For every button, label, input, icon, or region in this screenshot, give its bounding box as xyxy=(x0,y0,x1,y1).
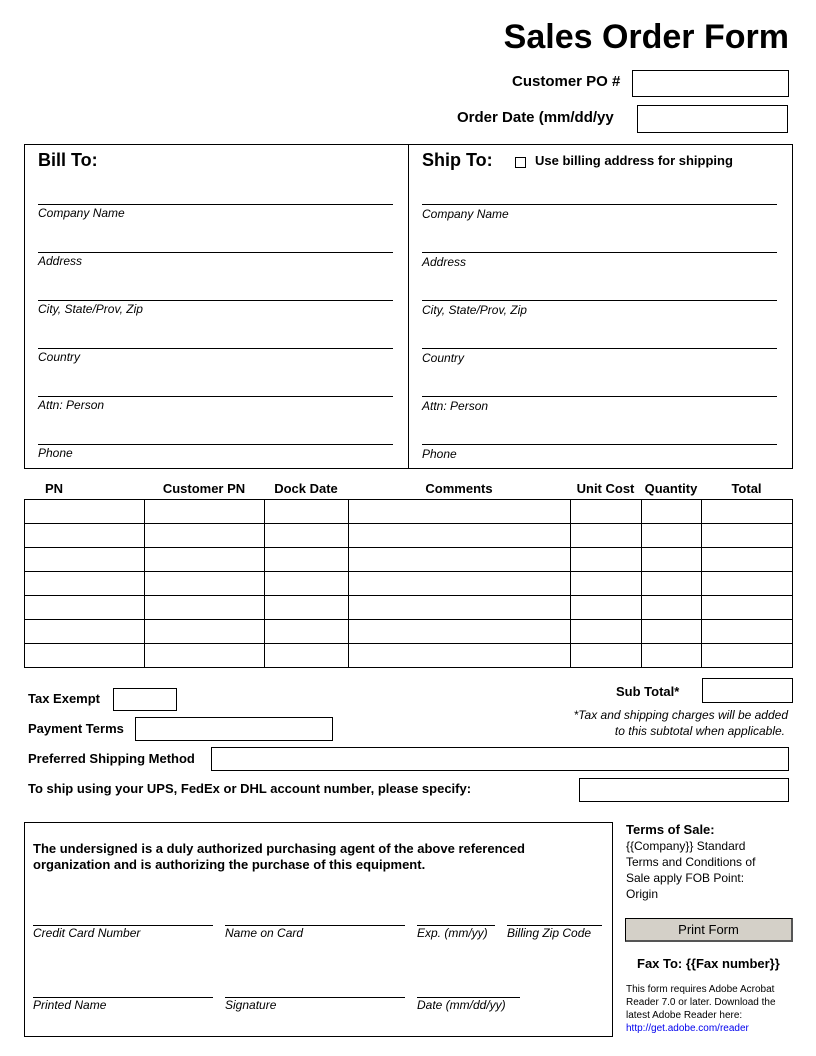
cell-quantity[interactable] xyxy=(642,500,702,524)
col-header-unit-cost: Unit Cost xyxy=(576,481,635,496)
preferred-shipping-label: Preferred Shipping Method xyxy=(28,751,195,766)
cell-pn[interactable] xyxy=(25,524,145,548)
ship-city-line[interactable] xyxy=(422,300,777,301)
col-header-customer-pn: Customer PN xyxy=(162,481,246,496)
cell-pn[interactable] xyxy=(25,644,145,668)
col-header-comments: Comments xyxy=(425,481,493,496)
cell-total[interactable] xyxy=(702,620,793,644)
bill-to-title: Bill To: xyxy=(38,150,98,170)
cell-dock-date[interactable] xyxy=(265,644,349,668)
signature-label: Signature xyxy=(225,998,277,1012)
cell-unit-cost[interactable] xyxy=(571,524,642,548)
cell-quantity[interactable] xyxy=(642,620,702,644)
bill-city-line[interactable] xyxy=(38,300,393,301)
acrobat-note-line: This form requires Adobe Acrobat xyxy=(626,984,775,995)
cell-customer-pn[interactable] xyxy=(145,500,265,524)
bill-address-label: Address xyxy=(38,254,83,268)
exp-label: Exp. (mm/yy) xyxy=(417,926,488,940)
cell-unit-cost[interactable] xyxy=(571,548,642,572)
table-row xyxy=(25,644,793,668)
ship-address-label: Address xyxy=(422,255,467,269)
terms-body xyxy=(626,838,755,902)
page-title: Sales Order Form xyxy=(503,18,789,56)
ship-phone-line[interactable] xyxy=(422,444,777,445)
tax-exempt-label: Tax Exempt xyxy=(28,691,101,706)
subtotal-label: Sub Total* xyxy=(616,684,680,699)
terms-line: {{Company}} Standard xyxy=(626,839,746,853)
col-header-quantity: Quantity xyxy=(644,481,698,496)
table-row xyxy=(25,620,793,644)
cell-pn[interactable] xyxy=(25,500,145,524)
cell-unit-cost[interactable] xyxy=(571,500,642,524)
ship-country-label: Country xyxy=(422,351,465,365)
use-billing-label: Use billing address for shipping xyxy=(535,153,733,168)
cell-dock-date[interactable] xyxy=(265,548,349,572)
acrobat-note-line: Reader 7.0 or later. Download the xyxy=(626,997,776,1008)
table-row xyxy=(25,524,793,548)
order-date-label: Order Date (mm/dd/yy xyxy=(457,109,614,126)
cell-comments[interactable] xyxy=(349,596,571,620)
cell-unit-cost[interactable] xyxy=(571,620,642,644)
bill-attn-line[interactable] xyxy=(38,396,393,397)
cell-comments[interactable] xyxy=(349,620,571,644)
cell-dock-date[interactable] xyxy=(265,620,349,644)
print-form-button[interactable]: Print Form xyxy=(625,918,793,942)
ship-company-label: Company Name xyxy=(422,207,509,221)
cell-customer-pn[interactable] xyxy=(145,596,265,620)
bill-country-label: Country xyxy=(38,350,81,364)
bill-country-line[interactable] xyxy=(38,348,393,349)
cell-pn[interactable] xyxy=(25,548,145,572)
customer-po-input[interactable] xyxy=(632,70,789,97)
table-row xyxy=(25,548,793,572)
table-row xyxy=(25,500,793,524)
cell-quantity[interactable] xyxy=(642,524,702,548)
bill-city-label: City, State/Prov, Zip xyxy=(38,302,143,316)
bill-phone-label: Phone xyxy=(38,446,73,460)
cell-pn[interactable] xyxy=(25,572,145,596)
cell-quantity[interactable] xyxy=(642,548,702,572)
cell-total[interactable] xyxy=(702,548,793,572)
customer-po-label: Customer PO # xyxy=(512,73,621,90)
cell-quantity[interactable] xyxy=(642,572,702,596)
col-header-pn: PN xyxy=(44,481,64,496)
agent-statement-1: The undersigned is a duly authorized purchasing agent of the above referenced xyxy=(33,841,525,856)
cell-customer-pn[interactable] xyxy=(145,524,265,548)
payment-terms-input[interactable] xyxy=(135,717,333,741)
line-items-table xyxy=(24,499,793,668)
cell-total[interactable] xyxy=(702,524,793,548)
agent-statement-2: organization and is authorizing the purchase of this equipment. xyxy=(33,857,426,872)
ship-address-line[interactable] xyxy=(422,252,777,253)
ship-phone-label: Phone xyxy=(422,447,457,461)
date-label: Date (mm/dd/yy) xyxy=(417,998,506,1012)
credit-card-label: Credit Card Number xyxy=(33,926,141,940)
cell-customer-pn[interactable] xyxy=(145,548,265,572)
table-row xyxy=(25,572,793,596)
ship-attn-line[interactable] xyxy=(422,396,777,397)
bill-company-label: Company Name xyxy=(38,206,125,220)
cell-unit-cost[interactable] xyxy=(571,596,642,620)
cell-comments[interactable] xyxy=(349,644,571,668)
cell-customer-pn[interactable] xyxy=(145,620,265,644)
cell-total[interactable] xyxy=(702,596,793,620)
cell-dock-date[interactable] xyxy=(265,524,349,548)
cell-quantity[interactable] xyxy=(642,644,702,668)
bill-company-line[interactable] xyxy=(38,204,393,205)
terms-title: Terms of Sale: xyxy=(626,822,715,837)
payment-terms-label: Payment Terms xyxy=(28,721,124,736)
cell-total[interactable] xyxy=(702,572,793,596)
bill-address-line[interactable] xyxy=(38,252,393,253)
cell-pn[interactable] xyxy=(25,596,145,620)
col-header-dock-date: Dock Date xyxy=(274,481,338,496)
subtotal-note-2: to this subtotal when applicable. xyxy=(614,724,785,738)
cell-comments[interactable] xyxy=(349,524,571,548)
tax-exempt-input[interactable] xyxy=(113,688,177,711)
ship-city-label: City, State/Prov, Zip xyxy=(422,303,527,317)
ship-to-title: Ship To: xyxy=(422,150,493,170)
cell-quantity[interactable] xyxy=(642,596,702,620)
cell-pn[interactable] xyxy=(25,620,145,644)
ship-company-line[interactable] xyxy=(422,204,777,205)
address-divider xyxy=(408,144,409,469)
account-number-input[interactable] xyxy=(579,778,789,802)
cell-customer-pn[interactable] xyxy=(145,572,265,596)
order-date-input[interactable] xyxy=(637,105,788,133)
terms-line: Sale apply FOB Point: xyxy=(626,871,745,885)
cell-dock-date[interactable] xyxy=(265,596,349,620)
col-header-total: Total xyxy=(731,481,762,496)
ship-attn-label: Attn: Person xyxy=(422,399,489,413)
cell-comments[interactable] xyxy=(349,548,571,572)
terms-line: Origin xyxy=(626,887,659,901)
cell-unit-cost[interactable] xyxy=(571,644,642,668)
bill-phone-line[interactable] xyxy=(38,444,393,445)
acrobat-note xyxy=(626,983,776,1035)
table-row xyxy=(25,596,793,620)
subtotal-note-1: *Tax and shipping charges will be added xyxy=(573,708,788,722)
preferred-shipping-input[interactable] xyxy=(211,747,789,771)
name-on-card-label: Name on Card xyxy=(225,926,304,940)
acrobat-note-line: latest Adobe Reader here: xyxy=(626,1010,743,1021)
billing-zip-label: Billing Zip Code xyxy=(507,926,592,940)
terms-line: Terms and Conditions of xyxy=(626,855,756,869)
cell-dock-date[interactable] xyxy=(265,500,349,524)
use-billing-checkbox[interactable] xyxy=(515,157,526,168)
printed-name-label: Printed Name xyxy=(33,998,107,1012)
cell-comments[interactable] xyxy=(349,500,571,524)
fax-to-label: Fax To: {{Fax number}} xyxy=(637,956,780,971)
bill-attn-label: Attn: Person xyxy=(38,398,105,412)
cell-total[interactable] xyxy=(702,500,793,524)
cell-dock-date[interactable] xyxy=(265,572,349,596)
adobe-reader-link[interactable]: http://get.adobe.com/reader xyxy=(626,1023,749,1034)
ship-country-line[interactable] xyxy=(422,348,777,349)
subtotal-input[interactable] xyxy=(702,678,793,703)
cell-customer-pn[interactable] xyxy=(145,644,265,668)
account-number-label: To ship using your UPS, FedEx or DHL account number, please specify: xyxy=(28,781,472,796)
cell-comments[interactable] xyxy=(349,572,571,596)
cell-total[interactable] xyxy=(702,644,793,668)
cell-unit-cost[interactable] xyxy=(571,572,642,596)
